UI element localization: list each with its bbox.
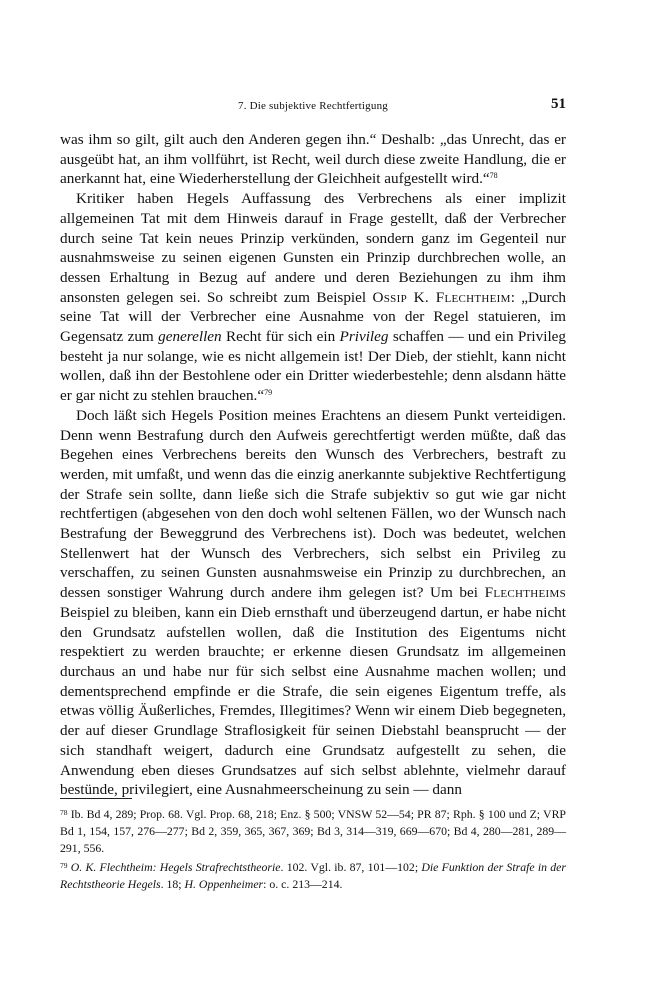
footnote-79-text-f: : o. c. 213—214. (263, 877, 343, 891)
paragraph-1-text: was ihm so gilt, gilt auch den Anderen gegen ihn.“ Deshalb: „das Unrecht, das er ausgeübt hat, an ihm vollführt, ist Recht, weil durch diese zweite Handlung, die er anerkannt hat, eine Wiederherstellung der Gleichheit aufgestellt wird.“ (60, 131, 566, 188)
author-name: Ossip K. Flechtheim (372, 288, 511, 306)
paragraph-2 (60, 189, 566, 406)
paragraph-2-text-c: Recht für sich ein (221, 328, 340, 346)
paragraph-1 (60, 130, 566, 189)
main-text (60, 130, 566, 800)
author-name: Flechtheims (484, 584, 566, 602)
emphasis-generellen: generellen (158, 328, 222, 346)
paragraph-2-text-b: : „Durch seine Tat will der Verbrecher eine Ausnahme von der Regel statuieren, im Gegensatz zum (60, 288, 566, 346)
footnote-79 (60, 857, 566, 893)
footnote-divider (60, 798, 132, 799)
footnote-79-title: Die Funktion der Strafe in der Rechtstheorie Hegels (60, 860, 566, 891)
paragraph-2-text-d: schaffen — und ein Privileg besteht ja nur solange, wie es nicht allgemein ist! Der Dieb, der stiehlt, kann nicht wollen, daß ihn der Bestohlene oder ein Dritter wiederbestehle; denn alsdann hätte er gar nicht zu stehlen brauchen.“ (60, 328, 566, 405)
paragraph-2-text-a: Kritiker haben Hegels Auffassung des Verbrechens als einer implizit allgemeinen Tat mit dem Hinweis darauf in Frage gestellt, daß der Verbrecher durch seine Tat kein neues Prinzip verkünden, sondern ganz im Gegenteil nur ausnahmsweise zu seinen eigenen Gunsten ein Prinzip durchbrechen wolle, an dessen Erhaltung in Bezug auf andere und deren Beziehungen zu ihm ihm ansonsten gelegen sei. So schreibt zum Beispiel (60, 190, 566, 306)
footnote-79-text-b: . 102. Vgl. ib. 87, 101—102; (280, 860, 422, 874)
running-header (60, 96, 566, 118)
footnotes (60, 804, 566, 893)
emphasis-privileg: Privileg (339, 328, 389, 346)
running-title: 7. Die subjektive Rechtfertigung (238, 100, 388, 112)
paragraph-3 (60, 406, 566, 800)
footnote-78-text: Ib. Bd 4, 289; Prop. 68. Vgl. Prop. 68, 218; Enz. § 500; VNSW 52—54; PR 87; Rph. § 100 und Z; VRP Bd 1, 154, 157, 276—277; Bd 2, 359, 365, 367, 369; Bd 3, 314—319, 669—670; Bd 4, 280—281, 289—291, 556. (60, 807, 566, 855)
page-number: 51 (551, 96, 566, 112)
footnote-79-text-d: . 18; (160, 877, 185, 891)
footnote-78 (60, 804, 566, 857)
footnote-79-citation: O. K. Flechtheim: Hegels Strafrechtstheorie (70, 860, 281, 874)
footnote-ref-79[interactable]: 79 (264, 388, 273, 398)
footnote-ref-78[interactable]: 78 (489, 171, 498, 181)
footnote-number: 78 (60, 808, 68, 817)
paragraph-3-text-b: Beispiel zu bleiben, kann ein Dieb ernsthaft und überzeugend dartun, er habe nicht den Grundsatz aufstellen wollen, daß die Institution des Eigentums nicht respektiert zu werden brauchte; er erkenne diesen Grundsatz im allgemeinen durchaus an und habe nur für sich selbst eine Ausnahme machen wollen; und dementsprechend empfinde er die Strafe, die sein eigenes Eigentum treffe, als etwas völlig Äußerliches, Fremdes, Illegitimes? Wenn wir einem Dieb begegneten, der auf dieser Grundlage Straflosigkeit für seinen Diebstahl beansprucht — der sich standhaft weigert, dadurch eine Grundsatz aufgestellt zu sehen, die Anwendung eben dieses Grundsatzes auf sich selbst ablehnte, vielmehr darauf bestünde, privilegiert, eine Ausnahmeerscheinung zu sein — dann (60, 603, 566, 799)
footnote-number: 79 (60, 861, 68, 870)
footnote-79-author: H. Oppenheimer (184, 877, 264, 891)
paragraph-3-text-a: Doch läßt sich Hegels Position meines Erachtens an diesem Punkt verteidigen. Denn wenn Bestrafung durch den Aufweis gerechtfertigt werden müßte, daß das Begehen eines Verbrechens bereits den Wunsch des Verbrechers, bestraft zu werden, mit umfaßt, und wenn das die einzig anerkannte subjektive Rechtfertigung der Strafe sein sollte, dann ließe sich die Strafe subjektiv so gut wie gar nicht rechtfertigen (abgesehen von den doch wohl seltenen Fällen, wo der Wunsch nach Bestrafung der Beweggrund des Verbrechens ist). Doch was bedeutet, welchen Stellenwert hat der Wunsch des Verbrechers, sich selbst ein Privileg zu verschaffen, zu seinen Gunsten ausnahmsweise ein Prinzip zu durchbrechen, an dessen sonstiger Wahrung durch andere ihm gelegen ist? Um bei (60, 406, 566, 602)
